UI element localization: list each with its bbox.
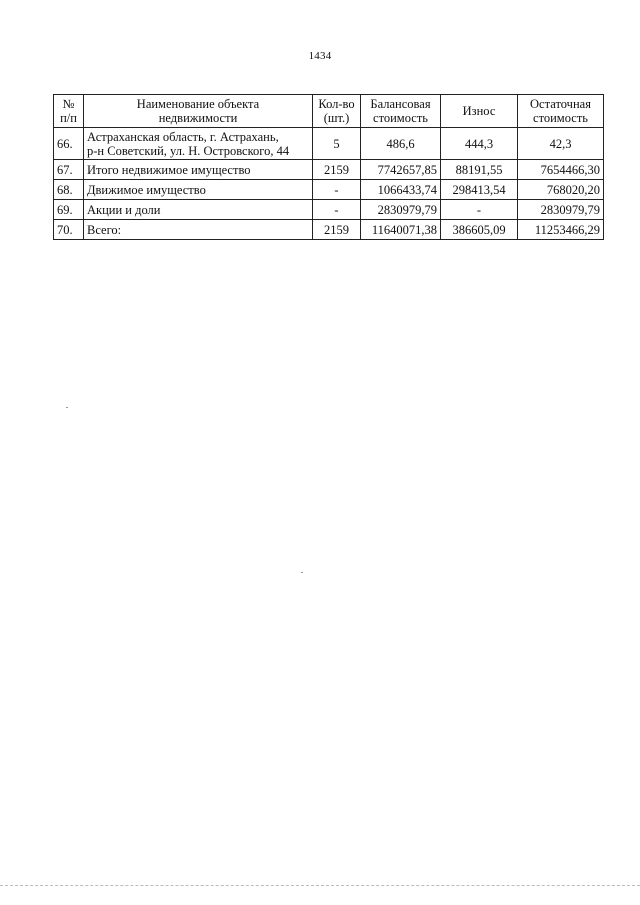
cell-balance: 1066433,74 (361, 180, 441, 200)
table-row (54, 180, 604, 200)
cell-name: Всего: (84, 220, 313, 240)
cell-name: Астраханская область, г. Астрахань, р-н Советский, ул. Н. Островского, 44 (84, 128, 313, 160)
header-residual: Остаточная стоимость (518, 95, 604, 128)
cell-wear: - (441, 200, 518, 220)
cell-residual: 768020,20 (518, 180, 604, 200)
cell-balance: 2830979,79 (361, 200, 441, 220)
cell-name: Итого недвижимое имущество (84, 160, 313, 180)
cell-num: 70. (54, 220, 84, 240)
cell-residual: 11253466,29 (518, 220, 604, 240)
cell-num: 67. (54, 160, 84, 180)
cell-wear: 386605,09 (441, 220, 518, 240)
cell-wear: 88191,55 (441, 160, 518, 180)
header-num: № п/п (54, 95, 84, 128)
cell-balance: 486,6 (361, 128, 441, 160)
cell-count: 2159 (313, 160, 361, 180)
page-number: 1434 (308, 50, 332, 62)
header-balance: Балансовая стоимость (361, 95, 441, 128)
header-wear: Износ (441, 95, 518, 128)
table-row (54, 160, 604, 180)
cell-balance: 7742657,85 (361, 160, 441, 180)
cell-residual: 2830979,79 (518, 200, 604, 220)
header-name: Наименование объекта недвижимости (84, 95, 313, 128)
cell-count: 2159 (313, 220, 361, 240)
cell-count: - (313, 180, 361, 200)
cell-name: Акции и доли (84, 200, 313, 220)
cell-name: Движимое имущество (84, 180, 313, 200)
cell-num: 69. (54, 200, 84, 220)
cell-count: - (313, 200, 361, 220)
cell-residual: 42,3 (518, 128, 604, 160)
table-row (54, 128, 604, 160)
cell-wear: 444,3 (441, 128, 518, 160)
header-count: Кол-во (шт.) (313, 95, 361, 128)
cell-residual: 7654466,30 (518, 160, 604, 180)
scan-edge-line (0, 885, 640, 886)
cell-count: 5 (313, 128, 361, 160)
table-header-row (54, 95, 604, 128)
cell-num: 66. (54, 128, 84, 160)
cell-balance: 11640071,38 (361, 220, 441, 240)
scan-speck (301, 572, 303, 573)
property-table (53, 94, 604, 240)
cell-wear: 298413,54 (441, 180, 518, 200)
cell-num: 68. (54, 180, 84, 200)
table-row (54, 220, 604, 240)
scan-speck (66, 407, 68, 408)
table-row (54, 200, 604, 220)
